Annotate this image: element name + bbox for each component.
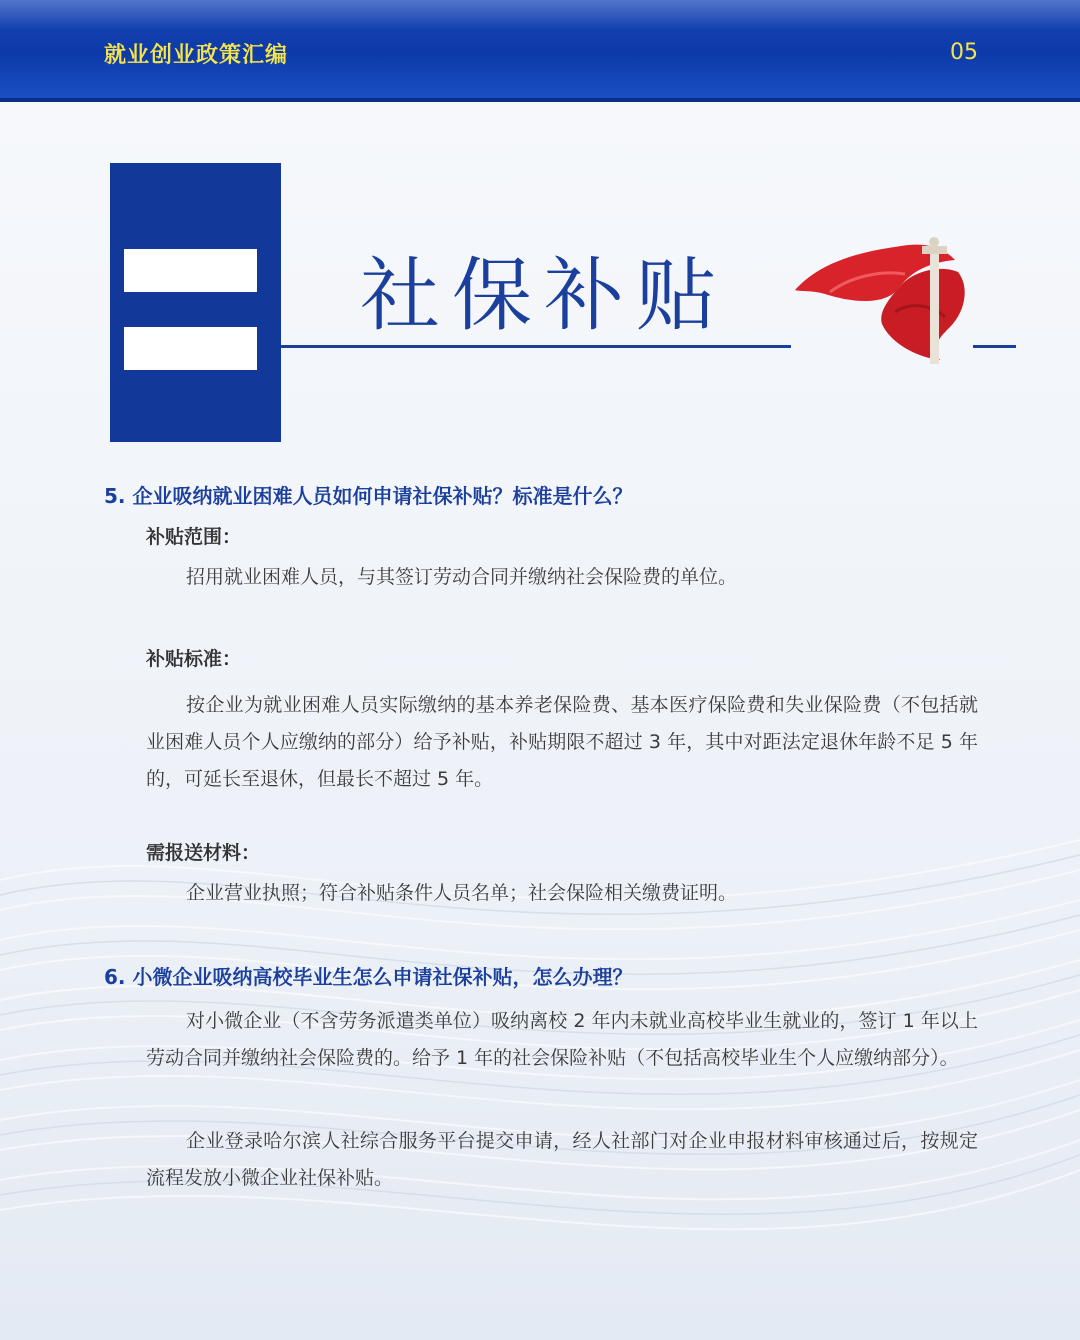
section-title: 社保补贴 <box>360 249 728 342</box>
subsidy-standard-text: 按企业为就业困难人员实际缴纳的基本养老保险费、基本医疗保险费和失业保险费（不包括就业困难人员个人应缴纳的部分）给予补贴，补贴期限不超过 3 年，其中对距法定退休年龄不足 5 年的，可延长至退休，但最长不超过 5 年。 <box>146 694 978 790</box>
title-underline <box>281 345 791 348</box>
roman-numeral-bar-top <box>124 249 257 292</box>
page-header <box>0 0 1080 102</box>
materials-label: 需报送材料： <box>146 842 261 864</box>
q6-paragraph-1: 对小微企业（不含劳务派遣类单位）吸纳离校 2 年内未就业高校毕业生就业的，签订 1 年以上劳动合同并缴纳社会保险费的。给予 1 年的社会保险补贴（不包括高校毕业生个人应缴纳部分）。 <box>146 1010 978 1069</box>
materials-text: 企业营业执照；符合补贴条件人员名单；社会保险相关缴费证明。 <box>186 882 738 904</box>
subsidy-standard-label: 补贴标准： <box>146 648 242 670</box>
red-flag-huabiao-icon <box>790 232 980 372</box>
subsidy-scope-label: 补贴范围： <box>146 526 242 548</box>
header-gloss <box>0 0 1080 30</box>
page-number: 05 <box>950 40 978 65</box>
question-5-heading: 5. 企业吸纳就业困难人员如何申请社保补贴？标准是什么？ <box>104 484 633 508</box>
header-title: 就业创业政策汇编 <box>104 43 289 68</box>
section-number-block <box>110 163 281 442</box>
roman-numeral-bar-bottom <box>124 327 257 370</box>
q6-paragraph-2: 企业登录哈尔滨人社综合服务平台提交申请，经人社部门对企业申报材料审核通过后，按规定流程发放小微企业社保补贴。 <box>146 1130 978 1189</box>
question-6-heading: 6. 小微企业吸纳高校毕业生怎么申请社保补贴，怎么办理？ <box>104 965 633 989</box>
subsidy-scope-text: 招用就业困难人员，与其签订劳动合同并缴纳社会保险费的单位。 <box>186 566 738 588</box>
